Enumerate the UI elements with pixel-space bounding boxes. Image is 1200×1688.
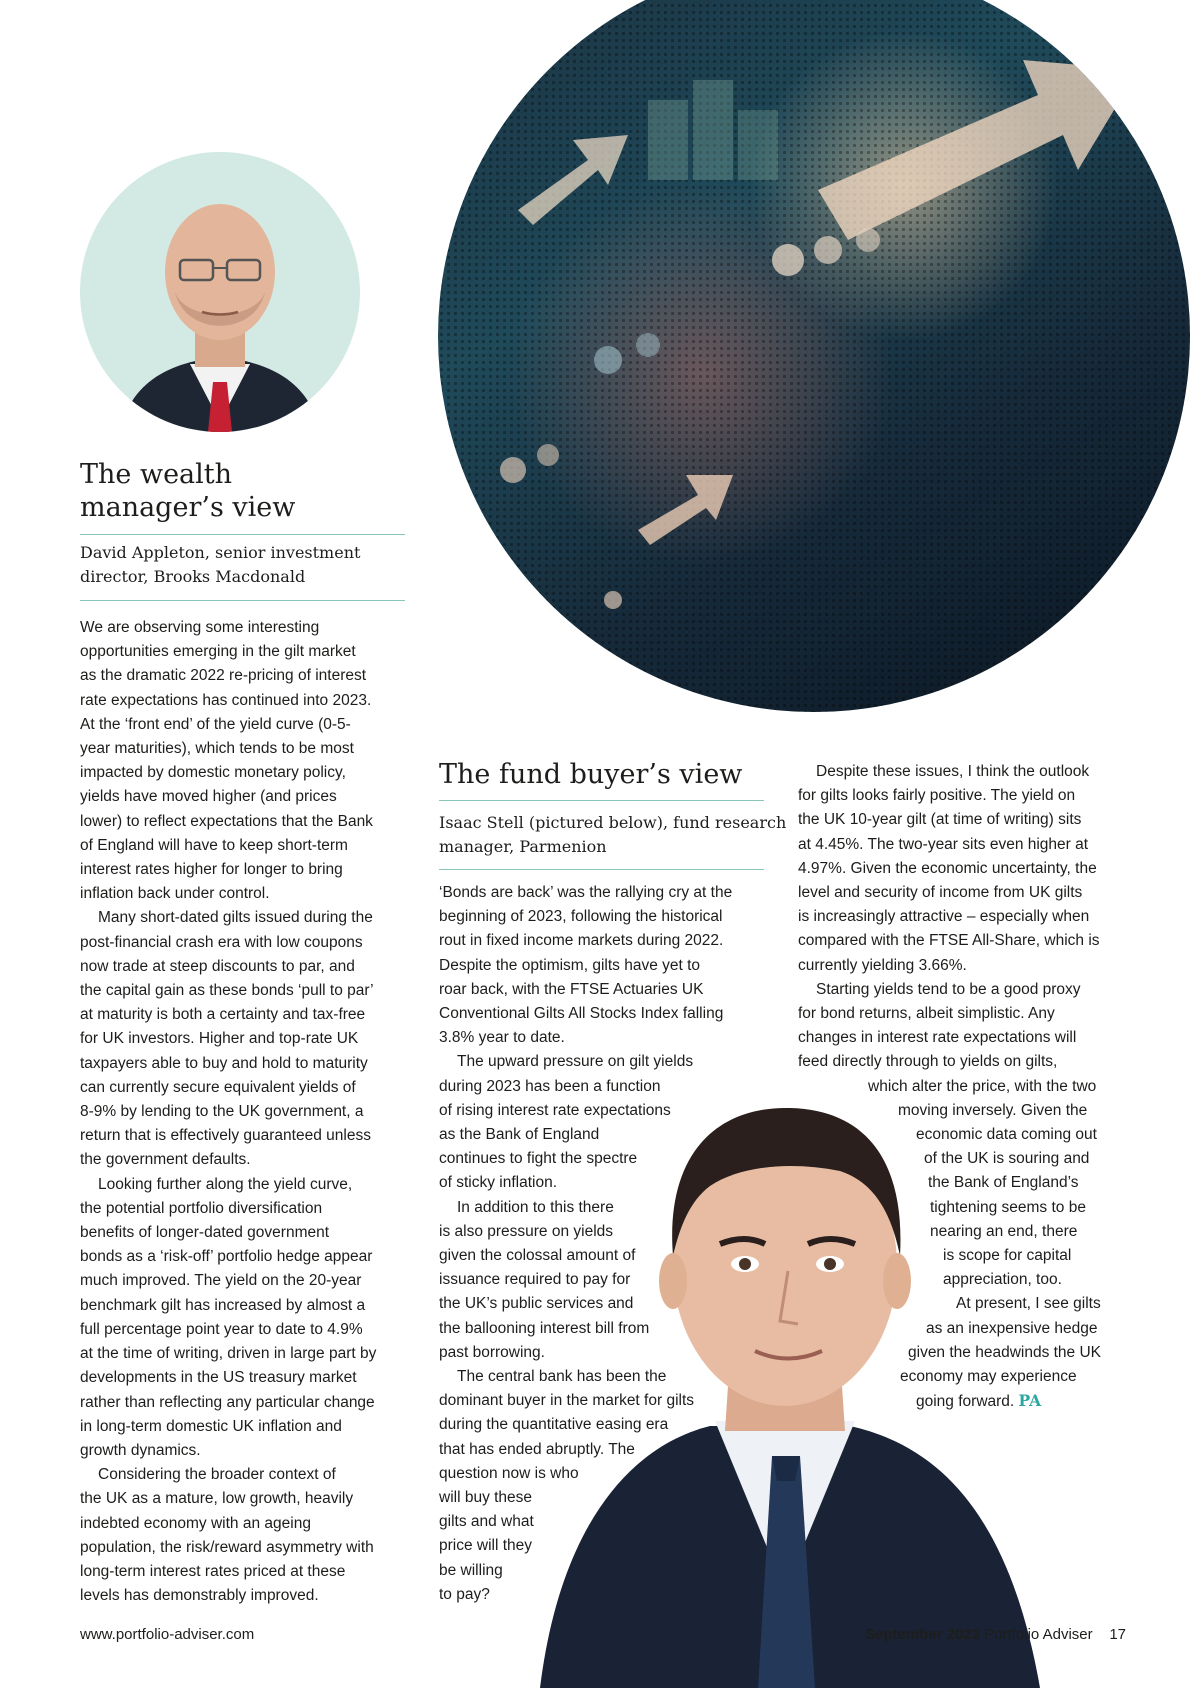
text-line: of sticky inflation. (439, 1174, 558, 1192)
text-line: 4.97%. Given the economic uncertainty, the (798, 859, 1097, 877)
text-line: as the Bank of England (439, 1126, 600, 1144)
text-line: to pay? (439, 1585, 490, 1603)
byline-line: manager, Parmenion (439, 837, 607, 856)
text-line: for UK investors. Higher and top-rate UK (80, 1030, 359, 1048)
text-line: the potential portfolio diversification (80, 1199, 323, 1217)
text-line: opportunities emerging in the gilt market (80, 643, 356, 661)
text-line: the UK 10-year gilt (at time of writing) sits (798, 811, 1082, 829)
heading-line: The wealth (80, 459, 233, 490)
text-line: return that is effectively guaranteed unless (80, 1127, 371, 1145)
text-line: levels has demonstrably improved. (80, 1587, 319, 1605)
divider (80, 600, 405, 601)
text-line: currently yielding 3.66%. (798, 956, 967, 974)
text-line: changes in interest rate expectations will (798, 1029, 1077, 1047)
text-line: during the quantitative easing era (439, 1416, 669, 1434)
footer-publication: Portfolio Adviser (984, 1626, 1093, 1643)
text-line: benchmark gilt has increased by almost a (80, 1296, 366, 1314)
text-line: rather than reflecting any particular change (80, 1393, 375, 1411)
text-line: gilts and what (439, 1513, 534, 1531)
text-line: In addition to this there (457, 1198, 614, 1216)
text-line: moving inversely. Given the (898, 1101, 1088, 1119)
byline-line: Isaac Stell (pictured below), fund research (439, 813, 787, 832)
wealth-byline (80, 541, 410, 589)
text-line: at 4.45%. The two-year sits even higher at (798, 835, 1089, 853)
text-line: can currently secure equivalent yields of (80, 1078, 356, 1096)
text-line: is also pressure on yields (439, 1222, 614, 1240)
text-line: of England will have to keep short-term (80, 836, 348, 854)
footer-url: www.portfolio-adviser.com (80, 1626, 255, 1643)
byline-line: David Appleton, senior investment (80, 543, 361, 562)
text-line: lower) to reflect expectations that the Bank (80, 812, 373, 830)
text-line: Considering the broader context of (98, 1466, 336, 1484)
text-line: as an inexpensive hedge (926, 1319, 1098, 1337)
text-line: beginning of 2023, following the historical (439, 908, 723, 926)
text-line: given the colossal amount of (439, 1247, 636, 1265)
text-line: impacted by domestic monetary policy, (80, 764, 346, 782)
text-line: be willing (439, 1561, 503, 1579)
text-line: now trade at steep discounts to par, and (80, 957, 355, 975)
text-line: full percentage point year to date to 4.9% (80, 1320, 363, 1338)
text-line: growth dynamics. (80, 1441, 201, 1459)
text-line: tightening seems to be (930, 1198, 1086, 1216)
david-appleton-portrait (80, 152, 360, 432)
fund-buyer-heading: The fund buyer’s view (439, 759, 743, 790)
text-line: as the dramatic 2022 re-pricing of interest (80, 667, 367, 685)
heading-line: manager’s view (80, 492, 296, 523)
text-line: long-term interest rates priced at these (80, 1562, 346, 1580)
wealth-manager-heading (80, 458, 410, 524)
text-line: ‘Bonds are back’ was the rallying cry at the (439, 884, 733, 901)
text-line: in long-term domestic UK inflation and (80, 1417, 342, 1435)
text-line: the capital gain as these bonds ‘pull to par’ (80, 982, 374, 1000)
text-line: Starting yields tend to be a good proxy (816, 980, 1081, 998)
text-line: during 2023 has been a function (439, 1077, 661, 1095)
footer-date: September 2023 (865, 1626, 981, 1643)
text-line: for bond returns, albeit simplistic. Any (798, 1005, 1055, 1023)
byline-line: director, Brooks Macdonald (80, 567, 306, 586)
text-line: rate expectations has continued into 2023. (80, 691, 372, 709)
text-line: taxpayers able to buy and hold to maturity (80, 1054, 368, 1072)
text-line: the ballooning interest bill from (439, 1319, 650, 1337)
text-line: feed directly through to yields on gilts, (798, 1053, 1058, 1071)
text-line (798, 1389, 1118, 1414)
text-line: will buy these (439, 1489, 533, 1507)
text-line: at maturity is both a certainty and tax-free (80, 1006, 366, 1024)
text-line: Despite the optimism, gilts have yet to (439, 956, 701, 974)
text-line: The upward pressure on gilt yields (457, 1053, 694, 1071)
hero-arrows-image (438, 0, 1190, 712)
divider (80, 534, 405, 535)
text-line: yields have moved higher (and prices (80, 788, 337, 806)
text-line: At the ‘front end’ of the yield curve (0-5- (80, 715, 351, 733)
text-line: continues to fight the spectre (439, 1150, 638, 1168)
text-line: economy may experience (900, 1368, 1077, 1386)
text-line: compared with the FTSE All-Share, which is (798, 932, 1100, 950)
text-line: price will they (439, 1537, 533, 1555)
text-line: for gilts looks fairly positive. The yield on (798, 787, 1076, 805)
footer-page-info (865, 1626, 1126, 1643)
text-line: of the UK is souring and (924, 1150, 1090, 1168)
text-line: the UK as a mature, low growth, heavily (80, 1490, 354, 1508)
text-line: 8-9% by lending to the UK government, a (80, 1103, 364, 1121)
divider (439, 800, 764, 801)
fund-byline (439, 811, 787, 859)
text-line: the UK’s public services and (439, 1295, 634, 1313)
text-line: appreciation, too. (943, 1271, 1062, 1289)
text-line: Looking further along the yield curve, (98, 1175, 353, 1193)
text-line: economic data coming out (916, 1126, 1097, 1144)
wealth-body-text (80, 616, 420, 1608)
text-line: question now is who (439, 1464, 579, 1482)
text-line: issuance required to pay for (439, 1271, 631, 1289)
text-line: much improved. The yield on the 20-year (80, 1272, 362, 1290)
text-line: given the headwinds the UK (908, 1343, 1102, 1361)
text-line: at the time of writing, driven in large part by (80, 1345, 377, 1363)
page-number: 17 (1109, 1626, 1126, 1643)
text-line: Conventional Gilts All Stocks Index falling (439, 1005, 724, 1023)
text-line: is scope for capital (943, 1247, 1072, 1265)
text-line: indebted economy with an ageing (80, 1514, 311, 1532)
text-line: dominant buyer in the market for gilts (439, 1392, 695, 1410)
text-line: the Bank of England’s (928, 1174, 1079, 1192)
text-line: year maturities), which tends to be most (80, 740, 354, 758)
text-line: that has ended abruptly. The (439, 1440, 635, 1458)
text-line: interest rates higher for longer to bring (80, 861, 343, 879)
text-line: Despite these issues, I think the outlook (816, 763, 1090, 780)
text-line: which alter the price, with the two (868, 1077, 1097, 1095)
text-line: is increasingly attractive – especially when (798, 908, 1090, 926)
text-line: 3.8% year to date. (439, 1029, 565, 1047)
text-line: level and security of income from UK gilts (798, 884, 1083, 902)
text-line: rout in fixed income markets during 2022. (439, 932, 724, 950)
text-line: post-financial crash era with low coupons (80, 933, 363, 951)
text-line: past borrowing. (439, 1343, 545, 1361)
text-line: At present, I see gilts (956, 1295, 1101, 1313)
text-line: developments in the US treasury market (80, 1369, 357, 1387)
text-line: the government defaults. (80, 1151, 251, 1169)
text-line: roar back, with the FTSE Actuaries UK (439, 980, 704, 998)
text-line: population, the risk/reward asymmetry with (80, 1538, 374, 1556)
text-line: The central bank has been the (457, 1368, 667, 1386)
divider (439, 869, 764, 870)
text-line-content: going forward. (916, 1393, 1015, 1411)
end-mark: PA (1018, 1391, 1042, 1411)
text-line: nearing an end, there (930, 1222, 1078, 1240)
fund-body-text-col3 (798, 760, 1118, 1414)
text-line: inflation back under control. (80, 885, 270, 903)
text-line: benefits of longer-dated government (80, 1224, 330, 1242)
fund-body-text-col2 (439, 881, 779, 1607)
text-line: We are observing some interesting (80, 619, 320, 636)
text-line: of rising interest rate expectations (439, 1101, 671, 1119)
text-line: Many short-dated gilts issued during the (98, 909, 373, 927)
text-line: bonds as a ‘risk-off’ portfolio hedge appear (80, 1248, 373, 1266)
